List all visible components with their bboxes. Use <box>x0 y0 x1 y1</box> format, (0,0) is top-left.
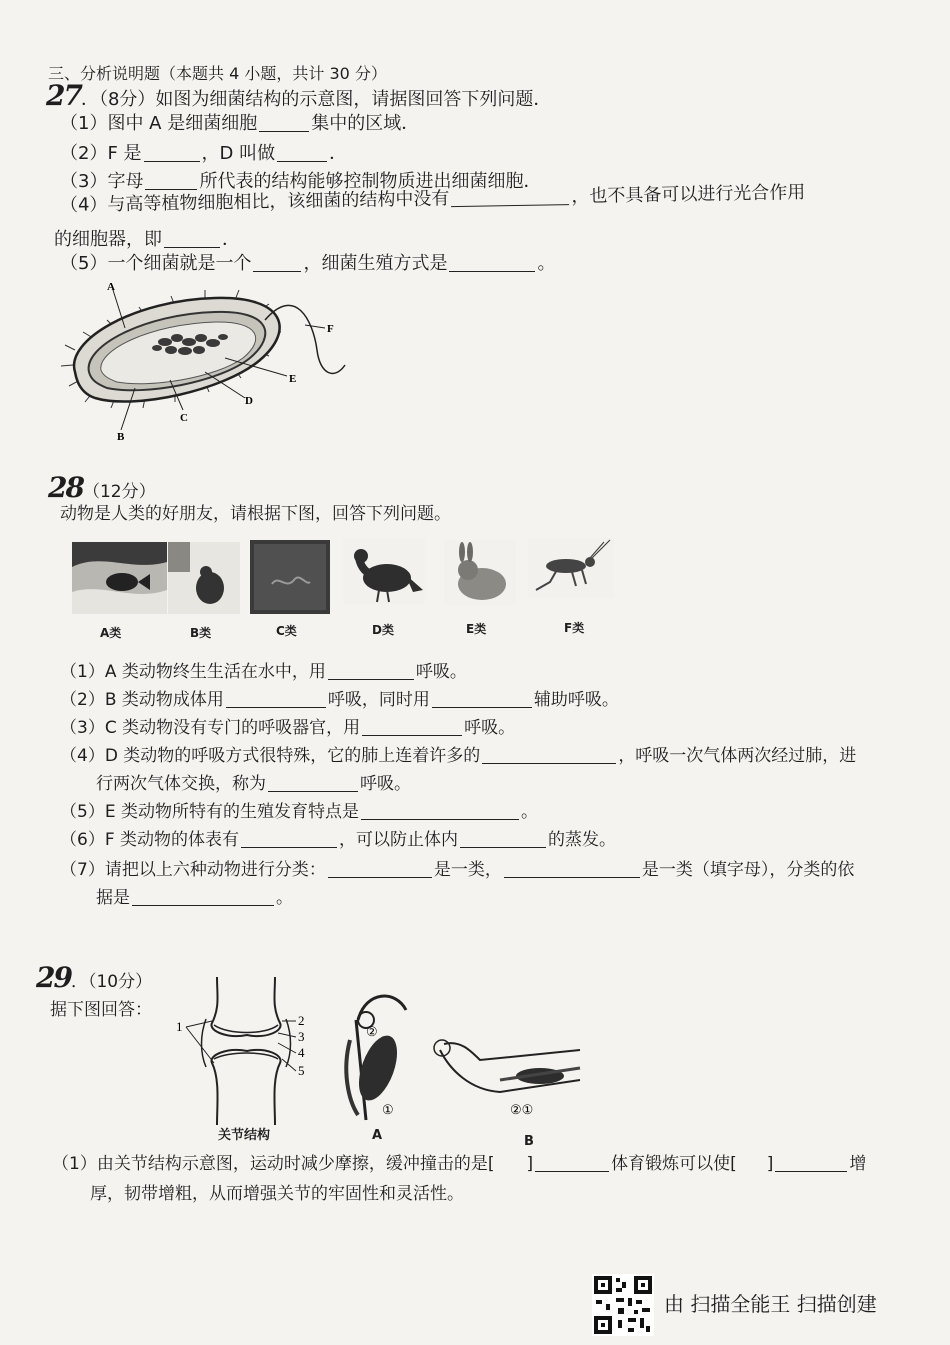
fish-photo <box>72 542 167 614</box>
forearm-bone <box>358 996 406 1020</box>
joint-label-1: 1 <box>176 1019 183 1034</box>
blank[interactable] <box>504 859 640 878</box>
blank[interactable] <box>164 229 220 248</box>
joint-diagram <box>172 975 322 1145</box>
q27-title: ．（8分）如图为细菌结构的示意图，请据图回答下列问题． <box>80 89 552 110</box>
q29-number: 29 <box>36 961 71 994</box>
q28-item-7-cont: 据是 。 <box>96 888 293 908</box>
arm-a-caption: A <box>372 1128 383 1143</box>
q28-item-2: （2）B 类动物成体用 呼吸，同时用 辅助呼吸。 <box>60 690 619 710</box>
q28-score: （12分） <box>82 482 156 502</box>
q28-item-3: （3）C 类动物没有专门的呼吸器官，用 呼吸。 <box>60 718 516 738</box>
caption-b: B类 <box>190 626 212 640</box>
blank[interactable] <box>328 859 432 878</box>
q27-item-4-cont: 的细胞器，即 ． <box>54 229 240 250</box>
rabbit-photo <box>444 540 516 606</box>
q28-item-6: （6）F 类动物的体表有 ，可以防止体内 的蒸发。 <box>60 830 616 850</box>
label-c: C <box>180 412 188 424</box>
section-header: 三、分析说明题（本题共 4 小题，共计 30 分） <box>48 64 387 83</box>
arm-extension-diagram <box>430 1020 590 1120</box>
caption-a: A类 <box>100 626 122 640</box>
caption-e: E类 <box>466 622 487 636</box>
arm-a-label-1: ① <box>382 1102 394 1117</box>
q27-header <box>46 79 552 112</box>
q27-item-2: （2）F 是 ，D 叫做 ． <box>60 143 348 164</box>
caption-f: F类 <box>564 621 585 635</box>
blank[interactable] <box>277 143 327 162</box>
scanner-watermark: 由 扫描全能王 扫描创建 <box>664 1292 877 1316</box>
q28-number: 28 <box>48 471 83 504</box>
blank[interactable] <box>451 186 569 207</box>
earthworm-photo <box>250 540 330 614</box>
joint-caption: 关节结构 <box>218 1128 271 1143</box>
q29-intro: 据下图回答： <box>50 1000 152 1020</box>
q27-number: 27 <box>46 79 81 112</box>
label-d: D <box>245 395 253 407</box>
q28-item-4-cont: 行两次气体交换，称为 呼吸。 <box>96 774 411 794</box>
q28-item-4: （4）D 类动物的呼吸方式很特殊，它的肺上连着许多的 ，呼吸一次气体两次经过肺，进 <box>60 746 857 766</box>
blank[interactable] <box>328 661 414 680</box>
bacterium-diagram <box>55 280 355 445</box>
label-b: B <box>117 431 125 443</box>
label-f: F <box>327 323 334 335</box>
q28-item-7: （7）请把以上六种动物进行分类： 是一类， 是一类（填字母），分类的依 <box>60 860 855 880</box>
arm-flexion-diagram <box>336 980 436 1130</box>
label-a: A <box>107 281 115 293</box>
grasshopper-photo <box>528 538 614 598</box>
arm-b-labels: ②① <box>510 1102 534 1117</box>
q27-item-1: （1）图中 A 是细菌细胞 集中的区域． <box>60 113 420 134</box>
q27-item-4: （4）与高等植物细胞相比，该细菌的结构中没有 ，也不具备可以进行光合作用 <box>59 181 806 216</box>
arm-a-label-2: ② <box>366 1024 378 1039</box>
blank[interactable] <box>226 689 326 708</box>
blank[interactable] <box>241 829 337 848</box>
qr-code-icon <box>592 1274 654 1336</box>
blank[interactable] <box>268 773 358 792</box>
q27-item-3: （3）字母 所代表的结构能够控制物质进出细菌细胞． <box>60 171 542 192</box>
arm-b-caption: B <box>524 1134 534 1149</box>
blank[interactable] <box>132 887 274 906</box>
q29-item-1-cont: 厚，韧带增粗，从而增强关节的牢固性和灵活性。 <box>90 1184 464 1204</box>
blank[interactable] <box>253 253 301 272</box>
q28-intro: 动物是人类的好朋友，请根据下图，回答下列问题。 <box>60 504 451 524</box>
blank[interactable] <box>145 171 197 190</box>
blank[interactable] <box>361 801 519 820</box>
blank[interactable] <box>144 143 200 162</box>
lower-bone <box>211 1050 280 1125</box>
blank[interactable] <box>259 113 309 132</box>
label-e: E <box>289 373 297 385</box>
blank[interactable] <box>432 689 532 708</box>
blank[interactable] <box>362 717 462 736</box>
caption-d: D类 <box>372 623 394 637</box>
joint-label-2: 2 <box>298 1013 305 1028</box>
blank[interactable] <box>460 829 546 848</box>
joint-label-5: 5 <box>298 1063 305 1078</box>
blank[interactable] <box>535 1153 609 1172</box>
joint-label-3: 3 <box>298 1029 305 1044</box>
pigeon-photo <box>343 538 425 604</box>
upper-cartilage <box>214 1025 278 1033</box>
blank[interactable] <box>482 745 616 764</box>
joint-label-4: 4 <box>298 1045 305 1060</box>
q29-score: ．（10分） <box>70 972 153 992</box>
q29-item-1: （1）由关节结构示意图，运动时减少摩擦，缓冲撞击的是[ ] 体育锻炼可以使[ ] 增 <box>52 1154 867 1174</box>
q28-header <box>48 471 156 504</box>
triceps-muscle <box>346 1040 358 1115</box>
blank[interactable] <box>449 253 535 272</box>
q29-header <box>36 961 153 994</box>
upper-bone <box>211 977 280 1036</box>
q27-item-5: （5）一个细菌就是一个 ，细菌生殖方式是 。 <box>60 253 556 274</box>
q28-item-1: （1）A 类动物终生生活在水中，用 呼吸。 <box>60 662 467 682</box>
blank[interactable] <box>775 1153 847 1172</box>
frog-photo <box>168 542 240 614</box>
q28-item-5: （5）E 类动物所特有的生殖发育特点是 。 <box>60 802 538 822</box>
caption-c: C类 <box>276 624 297 638</box>
lower-cartilage <box>214 1053 278 1059</box>
